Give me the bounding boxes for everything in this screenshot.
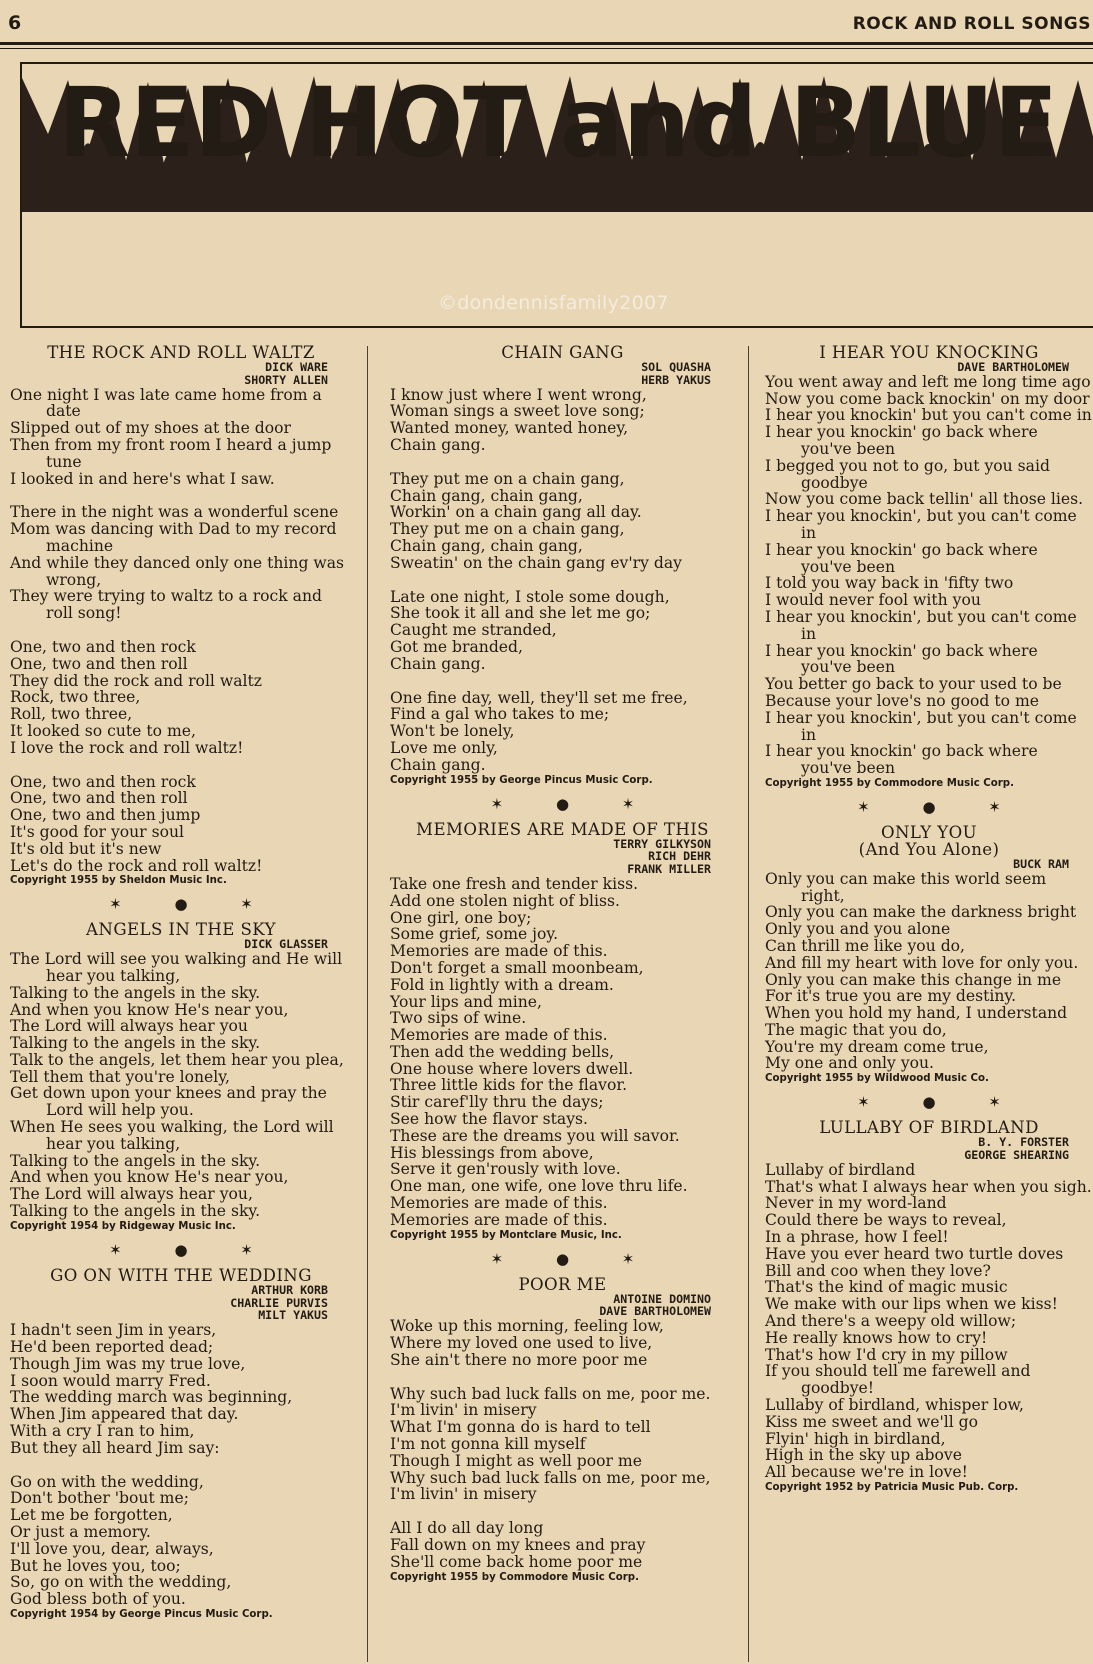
lyric-line: All because we're in love!	[765, 1463, 968, 1482]
song-title: ANGELS IN THE SKY	[86, 920, 276, 940]
song-block	[390, 821, 735, 1242]
lyric-line: One night I was late came home from a date	[10, 385, 322, 421]
lyric-line: Only you can make this change in me	[765, 970, 1062, 989]
stanza	[390, 589, 735, 673]
lyric-line: God bless both of you.	[10, 1590, 186, 1609]
lyric-line: Flyin' high in birdland,	[765, 1429, 946, 1448]
copyright-notice: Copyright 1952 by Patricia Music Pub. Corp.	[765, 1482, 1019, 1494]
lyric-line: There in the night was a wonderful scene	[10, 503, 339, 522]
lyric-line: Fold in lightly with a dream.	[390, 975, 614, 994]
song-credit: TERRY GILKYSON	[613, 836, 711, 851]
lyric-line: Memories are made of this.	[390, 1026, 608, 1045]
song-block	[390, 344, 735, 787]
lyric-line: Though Jim was my true love,	[10, 1354, 246, 1373]
song-title: LULLABY OF BIRDLAND	[819, 1118, 1039, 1138]
lyric-line: Chain gang, chain gang,	[390, 536, 583, 555]
song-credit: CHARLIE PURVIS	[230, 1295, 328, 1310]
lyric-line: Memories are made of this.	[390, 1194, 608, 1213]
stanza	[10, 639, 352, 757]
lyric-line: Chain gang.	[390, 435, 486, 454]
stanza	[10, 951, 352, 1220]
lyric-line: Rock, two three,	[10, 688, 141, 707]
lyric-line: Your lips and mine,	[390, 992, 542, 1011]
copyright-notice: Copyright 1954 by Ridgeway Music Inc.	[10, 1220, 236, 1232]
song-block	[765, 1119, 1093, 1494]
lyric-line: I'm not gonna kill myself	[390, 1435, 586, 1454]
lyric-line: Two sips of wine.	[390, 1009, 527, 1028]
lyric-line: Talk to the angels, let them hear you plea,	[10, 1050, 344, 1069]
stanza	[390, 876, 735, 1229]
lyric-line: Can thrill me like you do,	[765, 936, 966, 955]
lyric-line: I looked in and here's what I saw.	[10, 469, 275, 488]
lyric-line: Let's do the rock and roll waltz!	[10, 856, 263, 875]
page-header	[0, 0, 1093, 44]
separator-icon: ✶ ● ✶	[857, 1093, 1025, 1112]
stanza	[390, 1318, 735, 1368]
song-block	[10, 344, 352, 887]
lyric-line: You're my dream come true,	[765, 1037, 989, 1056]
lyric-line: In a phrase, how I feel!	[765, 1228, 949, 1247]
lyric-line: Now you come back tellin' all those lies.	[765, 490, 1084, 509]
lyric-line: Slipped out of my shoes at the door	[10, 419, 291, 438]
lyric-line: And when you know He's near you,	[10, 1000, 289, 1019]
song-credit: MILT YAKUS	[258, 1308, 328, 1323]
lyric-line: My one and only you.	[765, 1054, 935, 1073]
song-credit: ANTOINE DOMINO	[613, 1291, 711, 1306]
song-credit: BUCK RAM	[1013, 856, 1069, 871]
song-title: GO ON WITH THE WEDDING	[50, 1265, 312, 1285]
lyric-line: What I'm gonna do is hard to tell	[390, 1418, 651, 1437]
lyric-line: Take one fresh and tender kiss.	[390, 874, 639, 893]
stanza	[765, 1162, 1093, 1481]
song-credit: DAVE BARTHOLOMEW	[599, 1304, 711, 1319]
lyric-line: Roll, two three,	[10, 705, 133, 724]
lyric-line: I know just where I went wrong,	[390, 385, 647, 404]
song-credit: HERB YAKUS	[641, 372, 711, 387]
stanza	[10, 387, 352, 488]
lyric-line: One house where lovers dwell.	[390, 1059, 634, 1078]
lyric-line: Wanted money, wanted honey,	[390, 419, 629, 438]
lyric-line: Tell them that you're lonely,	[10, 1067, 230, 1086]
lyric-line: The Lord will see you walking and He will hear you talking,	[10, 950, 343, 985]
separator-icon: ✶ ● ✶	[109, 1240, 277, 1259]
lyric-line: They put me on a chain gang,	[390, 469, 625, 488]
song-title: I HEAR YOU KNOCKING	[819, 343, 1039, 362]
stanza	[10, 504, 352, 622]
lyric-line: Workin' on a chain gang all day.	[390, 503, 642, 522]
lyric-line: Late one night, I stole some dough,	[390, 587, 670, 606]
lyric-line: Talking to the angels in the sky.	[10, 1034, 261, 1053]
lyric-line: Lullaby of birdland	[765, 1160, 916, 1179]
lyric-line: I'll love you, dear, always,	[10, 1539, 214, 1558]
lyric-line: Only you and you alone	[765, 920, 951, 939]
lyric-line: Only you can make the darkness bright	[765, 903, 1077, 922]
lyric-line: I hear you knockin', but you can't come in	[765, 708, 1077, 744]
song-block	[10, 921, 352, 1233]
lyric-line: But they all heard Jim say:	[10, 1438, 220, 1457]
lyric-line: One, two and then roll	[10, 789, 188, 808]
lyric-line: Let me be forgotten,	[10, 1506, 173, 1525]
lyric-line: She'll come back home poor me	[390, 1552, 643, 1571]
lyric-line: Or just a memory.	[10, 1523, 151, 1542]
lyric-line: His blessings from above,	[390, 1143, 594, 1162]
lyric-line: The Lord will always hear you,	[10, 1185, 253, 1204]
stanza	[390, 471, 735, 572]
separator-icon: ✶ ● ✶	[857, 797, 1025, 816]
lyric-line: Mom was dancing with Dad to my record machine	[10, 520, 337, 555]
copyright-notice: Copyright 1955 by Commodore Music Corp.	[390, 1571, 639, 1583]
lyric-line: And there's a weepy old willow;	[765, 1312, 1017, 1331]
lyric-line: I hear you knockin' go back where you've been	[765, 540, 1038, 576]
song-credit: SOL QUASHA	[641, 360, 711, 374]
song-title: THE ROCK AND ROLL WALTZ	[47, 343, 315, 362]
lyric-line: I hear you knockin' go back where you've been	[765, 641, 1038, 677]
song-credit: SHORTY ALLEN	[244, 372, 328, 387]
lyric-line: All I do all day long	[390, 1519, 544, 1538]
lyric-line: Love me only,	[390, 738, 498, 757]
stanza	[765, 374, 1093, 777]
lyric-line: I'm livin' in misery	[390, 1401, 537, 1420]
lyric-line: For it's true you are my destiny.	[765, 987, 1017, 1006]
lyric-line: Then from my front room I heard a jump tune	[10, 435, 332, 471]
header-rule-thin	[0, 48, 1093, 49]
lyric-line: Memories are made of this.	[390, 1210, 608, 1229]
song-credit: GEORGE SHEARING	[964, 1148, 1069, 1163]
column-divider	[748, 346, 749, 1662]
lyric-line: Go on with the wedding,	[10, 1472, 204, 1491]
lyric-line: I hear you knockin' go back where you've been	[765, 742, 1038, 778]
lyric-line: Stir caref'lly thru the days;	[390, 1093, 604, 1112]
song-credit: ARTHUR KORB	[251, 1282, 328, 1297]
lyric-line: One, two and then rock	[10, 637, 196, 656]
lyric-line: Get down upon your knees and pray the Lord will help you.	[10, 1084, 327, 1120]
lyric-line: Find a gal who takes to me;	[390, 705, 610, 724]
lyric-line: The Lord will always hear you	[10, 1017, 248, 1036]
lyric-line: Sweatin' on the chain gang ev'ry day	[390, 553, 682, 572]
lyric-line: One fine day, well, they'll set me free,	[390, 688, 688, 707]
title-banner	[20, 62, 1093, 328]
lyric-line: When Jim appeared that day.	[10, 1405, 239, 1424]
lyric-line: Caught me stranded,	[390, 621, 557, 640]
lyric-line: They did the rock and roll waltz	[10, 671, 262, 690]
lyric-line: I told you way back in 'fifty two	[765, 574, 1014, 593]
lyric-line: One, two and then rock	[10, 772, 196, 791]
lyric-line: The wedding march was beginning,	[10, 1388, 293, 1407]
song-title: POOR ME	[518, 1274, 607, 1294]
lyric-line: When He sees you walking, the Lord will hear you talking,	[10, 1118, 334, 1153]
column-divider	[367, 346, 368, 1662]
lyrics-column-3	[765, 344, 1093, 1494]
lyric-line: See how the flavor stays.	[390, 1110, 588, 1129]
lyric-line: He'd been reported dead;	[10, 1338, 214, 1357]
lyric-line: These are the dreams you will savor.	[390, 1126, 680, 1145]
lyric-line: Have you ever heard two turtle doves	[765, 1244, 1064, 1263]
lyric-line: Woman sings a sweet love song;	[390, 402, 645, 421]
song-title: CHAIN GANG	[501, 343, 624, 362]
lyric-line: When you hold my hand, I understand	[765, 1004, 1068, 1023]
lyric-line: They put me on a chain gang,	[390, 520, 625, 539]
lyric-line: Chain gang.	[390, 755, 486, 774]
watermark: ©dondennisfamily2007	[438, 292, 669, 314]
song-credit: DAVE BARTHOLOMEW	[957, 360, 1069, 374]
lyric-line: Serve it gen'rously with love.	[390, 1160, 621, 1179]
lyric-line: That's what I always hear when you sigh.	[765, 1177, 1092, 1196]
header-rule	[0, 42, 1093, 45]
lyric-line: They were trying to waltz to a rock and roll song!	[10, 587, 323, 623]
lyric-line: I hear you knockin' go back where you've been	[765, 423, 1038, 458]
song-block	[765, 344, 1093, 790]
lyric-line: Add one stolen night of bliss.	[390, 891, 620, 910]
stanza	[390, 1520, 735, 1570]
lyric-line: Why such bad luck falls on me, poor me,	[390, 1468, 711, 1487]
lyrics-column-2	[390, 344, 735, 1584]
song-credit: DICK GLASSER	[244, 937, 328, 952]
song-block	[765, 824, 1093, 1085]
lyric-line: Chain gang, chain gang,	[390, 486, 583, 505]
lyric-line: Got me branded,	[390, 637, 523, 656]
lyric-line: Now you come back knockin' on my door	[765, 389, 1090, 408]
lyrics-column-1	[10, 344, 352, 1621]
lyric-line: So, go on with the wedding,	[10, 1573, 232, 1592]
song-block	[390, 1276, 735, 1584]
stanza	[10, 774, 352, 875]
lyric-line: Then add the wedding bells,	[390, 1042, 615, 1061]
lyric-line: Because your love's no good to me	[765, 691, 1039, 710]
lyric-line: Lullaby of birdland, whisper low,	[765, 1396, 1024, 1415]
lyric-line: I hear you knockin', but you can't come in	[765, 607, 1077, 643]
lyric-line: One, two and then jump	[10, 806, 201, 825]
lyric-line: Don't forget a small moonbeam,	[390, 958, 644, 977]
song-credit: FRANK MILLER	[627, 862, 711, 877]
lyric-line: It's good for your soul	[10, 822, 185, 841]
lyric-line: I would never fool with you	[765, 591, 981, 610]
lyric-line: The magic that you do,	[765, 1020, 947, 1039]
song-credit: DICK WARE	[265, 360, 328, 374]
song-subtitle: (And You Alone)	[858, 839, 1000, 859]
lyric-line: It looked so cute to me,	[10, 721, 196, 740]
lyric-line: Memories are made of this.	[390, 942, 608, 961]
lyric-line: Three little kids for the flavor.	[390, 1076, 628, 1095]
song-title: ONLY YOU	[880, 822, 978, 842]
lyric-line: Kiss me sweet and we'll go	[765, 1412, 979, 1431]
lyric-line: I soon would marry Fred.	[10, 1371, 211, 1390]
lyric-line: Why such bad luck falls on me, poor me.	[390, 1384, 711, 1403]
lyric-line: We make with our lips when we kiss!	[765, 1295, 1058, 1314]
song-credit: RICH DEHR	[648, 849, 711, 864]
lyric-line: You better go back to your used to be	[765, 675, 1062, 694]
lyric-line: Fall down on my knees and pray	[390, 1536, 646, 1555]
page-number: 6	[8, 12, 22, 34]
song-block	[10, 1267, 352, 1621]
lyric-line: One girl, one boy;	[390, 908, 532, 927]
lyric-line: Chain gang.	[390, 654, 486, 673]
copyright-notice: Copyright 1955 by Sheldon Music Inc.	[10, 875, 227, 887]
stanza	[390, 1386, 735, 1504]
copyright-notice: Copyright 1955 by Wildwood Music Co.	[765, 1073, 989, 1085]
banner-title-art	[22, 64, 1093, 184]
separator-icon: ✶ ● ✶	[109, 895, 277, 914]
lyric-line: Could there be ways to reveal,	[765, 1211, 1007, 1230]
stanza	[390, 690, 735, 774]
lyric-line: I hadn't seen Jim in years,	[10, 1321, 217, 1340]
stanza	[10, 1322, 352, 1456]
lyric-line: Woke up this morning, feeling low,	[390, 1317, 664, 1336]
lyric-line: You went away and left me long time ago	[765, 372, 1091, 391]
stanza	[390, 387, 735, 454]
lyric-line: I begged you not to go, but you said goodbye	[765, 456, 1050, 492]
lyric-line: He really knows how to cry!	[765, 1328, 988, 1347]
lyric-line: She ain't there no more poor me	[390, 1350, 648, 1369]
lyric-line: And when you know He's near you,	[10, 1168, 289, 1187]
lyric-line: Don't bother 'bout me;	[10, 1489, 189, 1508]
lyric-line: Bill and coo when they love?	[765, 1261, 991, 1280]
lyric-line: But he loves you, too;	[10, 1556, 181, 1575]
lyric-line: And fill my heart with love for only you.	[765, 953, 1079, 972]
lyric-line: I hear you knockin', but you can't come in	[765, 507, 1077, 542]
song-credit: B. Y. FORSTER	[978, 1135, 1069, 1150]
lyric-line: Only you can make this world seem right,	[765, 869, 1047, 905]
lyric-line: That's the kind of magic music	[765, 1278, 1008, 1297]
lyric-line: Some grief, some joy.	[390, 925, 559, 944]
banner-title: RED HOT and BLUE	[58, 67, 1058, 179]
lyric-line: Won't be lonely,	[390, 722, 515, 741]
lyric-line: I'm livin' in misery	[390, 1485, 537, 1504]
lyric-line: Talking to the angels in the sky.	[10, 1151, 261, 1170]
copyright-notice: Copyright 1954 by George Pincus Music Corp.	[10, 1609, 273, 1620]
lyric-line: If you should tell me farewell and goodbye!	[765, 1362, 1031, 1398]
lyric-line: And while they danced only one thing was wrong,	[10, 553, 345, 589]
lyric-line: She took it all and she let me go;	[390, 604, 651, 623]
lyric-line: That's how I'd cry in my pillow	[765, 1345, 1008, 1364]
lyric-line: High in the sky up above	[765, 1446, 962, 1465]
stanza	[765, 871, 1093, 1073]
lyric-line: Talking to the angels in the sky.	[10, 1202, 261, 1221]
lyric-line: I hear you knockin' but you can't come in	[765, 406, 1092, 425]
lyric-line: One man, one wife, one love thru life.	[390, 1177, 688, 1196]
lyric-line: Where my loved one used to live,	[390, 1334, 653, 1353]
copyright-notice: Copyright 1955 by George Pincus Music Corp.	[390, 774, 653, 786]
copyright-notice: Copyright 1955 by Montclare Music, Inc.	[390, 1229, 622, 1241]
separator-icon: ✶ ● ✶	[490, 1249, 659, 1268]
lyric-line: With a cry I ran to him,	[10, 1422, 195, 1441]
lyric-line: Talking to the angels in the sky.	[10, 983, 261, 1002]
lyric-line: Though I might as well poor me	[390, 1451, 642, 1470]
copyright-notice: Copyright 1955 by Commodore Music Corp.	[765, 777, 1014, 789]
lyric-line: It's old but it's new	[10, 839, 162, 858]
stanza	[10, 1474, 352, 1608]
lyric-line: One, two and then roll	[10, 654, 188, 673]
song-title: MEMORIES ARE MADE OF THIS	[416, 819, 709, 839]
lyric-line: I love the rock and roll waltz!	[10, 738, 244, 757]
separator-icon: ✶ ● ✶	[490, 794, 659, 813]
running-title: ROCK AND ROLL SONGS	[852, 14, 1091, 34]
lyric-line: Never in my word-land	[765, 1194, 947, 1213]
